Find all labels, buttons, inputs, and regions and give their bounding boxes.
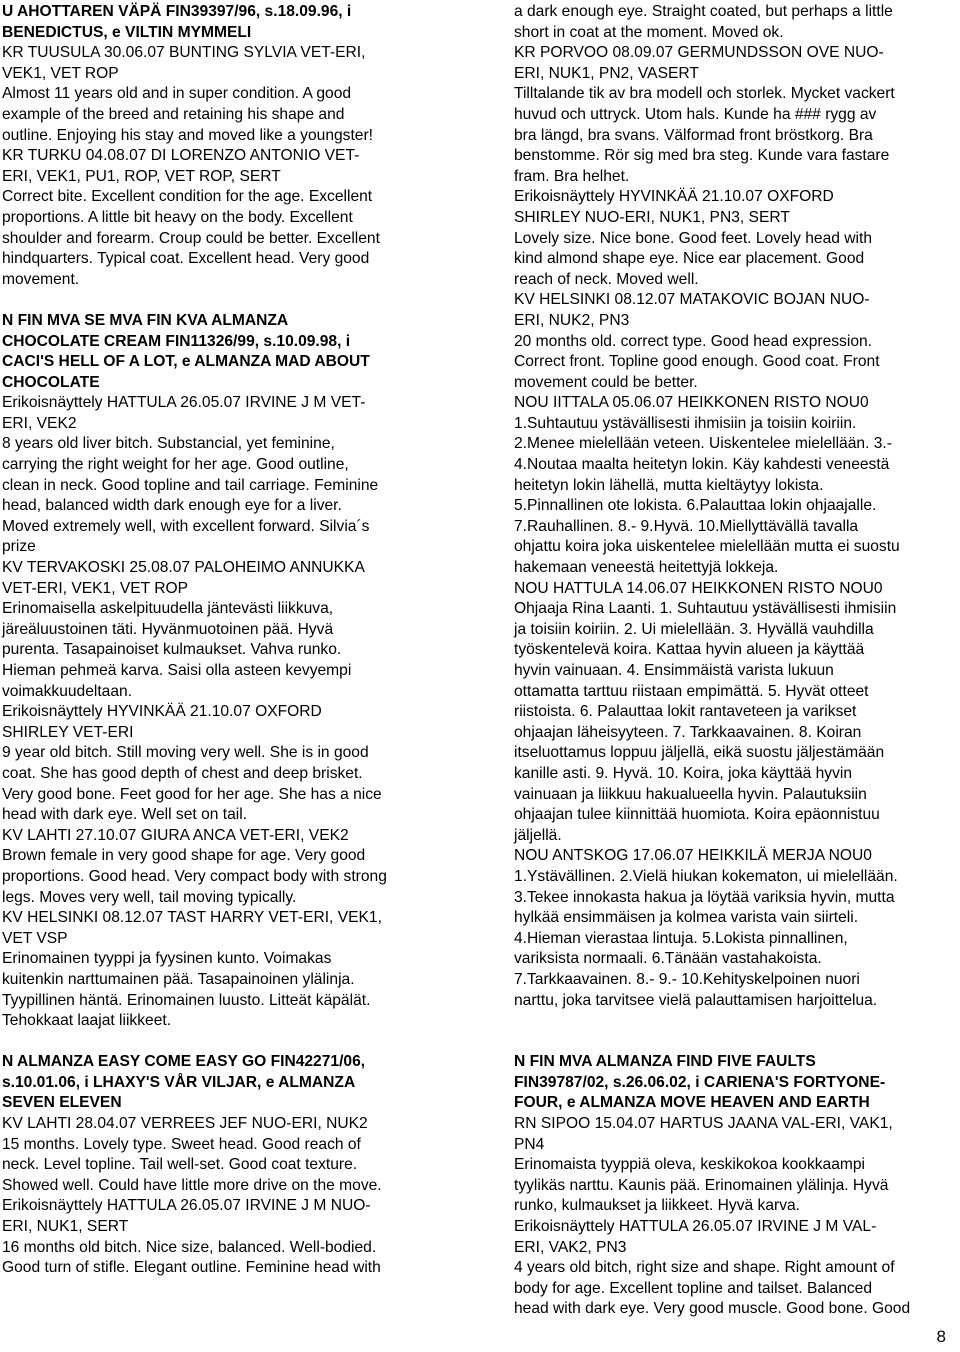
text-line: 4.Noutaa maalta heitetyn lokin. Käy kahdesti veneestä — [514, 456, 890, 474]
text-line: example of the breed and retaining his shape and — [2, 105, 345, 123]
text-line: hylkää ensimmäisen ja kolmea varista vain siirteli. — [514, 909, 859, 927]
text-line: 9 year old bitch. Still moving very well. She is in good — [2, 744, 369, 762]
text-line: carrying the right weight for her age. Good outline, — [2, 456, 349, 474]
text-line: prize — [2, 538, 36, 556]
text-line: Ohjaaja Rina Laanti. 1. Suhtautuu ystävällisesti ihmisiin — [514, 600, 897, 618]
text-line: Erinomainen tyyppi ja fyysinen kunto. Voimakas — [2, 950, 332, 968]
paragraph-gap — [2, 1032, 452, 1053]
text-line: ohjaajan tulee kiinnittää huomiota. Koira epäonnistuu — [514, 806, 880, 824]
text-line: reach of neck. Moved well. — [514, 270, 699, 288]
text-line: Correct front. Topline good enough. Good coat. Front — [514, 353, 880, 371]
text-line: PN4 — [514, 1135, 545, 1153]
text-line: hindquarters. Typical coat. Excellent head. Very good — [2, 250, 370, 268]
text-line: head with dark eye. Very good muscle. Good bone. Good — [514, 1300, 911, 1318]
text-line: ERI, VEK1, PU1, ROP, VET ROP, SERT — [2, 167, 281, 185]
text-line: Tyypillinen häntä. Erinomainen luusto. Litteät käpälät. — [2, 991, 371, 1009]
text-line: työskentelevä koira. Kattaa hyvin alueen ja käyttää — [514, 641, 865, 659]
text-line: Good turn of stifle. Elegant outline. Feminine head with — [2, 1259, 381, 1277]
text-line: ottamatta tarttuu riistaan empimättä. 5. Hyvät otteet — [514, 682, 869, 700]
entry-heading-line: BENEDICTUS, e VILTIN MYMMELI — [2, 23, 252, 41]
entry-heading-line: N FIN MVA ALMANZA FIND FIVE FAULTS — [514, 1053, 816, 1071]
text-line: KV HELSINKI 08.12.07 TAST HARRY VET-ERI, VEK1, — [2, 909, 382, 927]
text-line: head, balanced width dark enough eye for a liver. — [2, 497, 342, 515]
text-line: 7.Tarkkaavainen. 8.- 9.- 10.Kehityskelpoinen nuori — [514, 970, 860, 988]
text-line: KV LAHTI 27.10.07 GIURA ANCA VET-ERI, VEK2 — [2, 826, 349, 844]
text-line: Tehokkaat laajat liikkeet. — [2, 1012, 172, 1030]
text-line: ERI, NUK1, SERT — [2, 1218, 129, 1236]
text-line: 1.Suhtautuu ystävällisesti ihmisiin ja toisiin koiriin. — [514, 414, 857, 432]
text-line: KV TERVAKOSKI 25.08.07 PALOHEIMO ANNUKKA — [2, 559, 365, 577]
text-line: neck. Level topline. Tail well-set. Good coat texture. — [2, 1156, 358, 1174]
entry-heading-line: s.10.01.06, i LHAXY'S VÅR VILJAR, e ALMANZA — [2, 1073, 356, 1091]
text-line: SHIRLEY NUO-ERI, NUK1, PN3, SERT — [514, 208, 790, 226]
text-line: 5.Pinnallinen ote lokista. 6.Palauttaa lokin ohjaajalle. — [514, 497, 877, 515]
text-line: jäljellä. — [514, 826, 562, 844]
text-line: shoulder and forearm. Croup could be better. Excellent — [2, 229, 380, 247]
text-line: 15 months. Lovely type. Sweet head. Good reach of — [2, 1135, 361, 1153]
text-line: KR TURKU 04.08.07 DI LORENZO ANTONIO VET- — [2, 147, 360, 165]
text-line: NOU ANTSKOG 17.06.07 HEIKKILÄ MERJA NOU0 — [514, 847, 872, 865]
text-line: Brown female in very good shape for age. Very good — [2, 847, 366, 865]
text-line: Erikoisnäyttely HYVINKÄÄ 21.10.07 OXFORD — [2, 703, 322, 721]
text-line: riistoista. 6. Palauttaa lokit rantaveteen ja varikset — [514, 703, 857, 721]
text-line: 2.Menee mielellään veteen. Uiskentelee mielellään. 3.- — [514, 435, 892, 453]
entry-heading-line: CHOCOLATE CREAM FIN11326/99, s.10.09.98, i — [2, 332, 351, 350]
text-line: ohjaajan läheisyyteen. 7. Tarkkaavainen. 8. Koiran — [514, 723, 862, 741]
text-line: KR TUUSULA 30.06.07 BUNTING SYLVIA VET-ERI, — [2, 44, 366, 62]
text-line: 8 years old liver bitch. Substancial, yet feminine, — [2, 435, 335, 453]
text-line: kuitenkin narttumainen pää. Tasapainoinen ylälinja. — [2, 970, 355, 988]
paragraph-gap — [514, 1032, 958, 1053]
entry-heading-line: U AHOTTAREN VÄPÄ FIN39397/96, s.18.09.96, i — [2, 3, 352, 20]
text-line: 7.Rauhallinen. 8.- 9.Hyvä. 10.Miellyttävällä tavalla — [514, 517, 859, 535]
text-line: short in coat at the moment. Moved ok. — [514, 23, 784, 41]
entry-heading-line: CACI'S HELL OF A LOT, e ALMANZA MAD ABOUT — [2, 353, 370, 371]
text-line: Erikoisnäyttely HYVINKÄÄ 21.10.07 OXFORD — [514, 188, 834, 206]
text-line: vainuaan ja liikkuu hakualueella hyvin. Palautuksiin — [514, 785, 867, 803]
text-line: VET-ERI, VEK1, VET ROP — [2, 579, 189, 597]
text-line: 20 months old. correct type. Good head expression. — [514, 332, 872, 350]
text-line: Almost 11 years old and in super condition. A good — [2, 85, 352, 103]
entry-heading-line: FIN39787/02, s.26.06.02, i CARIENA'S FORTYONE- — [514, 1073, 886, 1091]
text-line: coat. She has good depth of chest and deep brisket. — [2, 764, 363, 782]
text-line: clean in neck. Good topline and tail carriage. Feminine — [2, 476, 379, 494]
text-line: Correct bite. Excellent condition for the age. Excellent — [2, 188, 373, 206]
text-line: benstomme. Rör sig med bra steg. Kunde vara fastare — [514, 147, 890, 165]
text-line: fram. Bra helhet. — [514, 167, 630, 185]
text-line: purenta. Tasapainoiset kulmaukset. Vahva runko. — [2, 641, 342, 659]
entry-heading-line: N FIN MVA SE MVA FIN KVA ALMANZA — [2, 311, 289, 329]
text-line: tyylikäs narttu. Kaunis pää. Erinomainen ylälinja. Hyvä — [514, 1176, 889, 1194]
text-line: legs. Moves very well, tail moving typically. — [2, 888, 297, 906]
entry-heading-line: FOUR, e ALMANZA MOVE HEAVEN AND EARTH — [514, 1094, 870, 1112]
text-line: ja toisiin koiriin. 2. Ui mielellään. 3. Hyvällä vauhdilla — [514, 620, 874, 638]
text-line: itseluottamus loppuu jäljellä, eikä suostu jäljestämään — [514, 744, 885, 762]
text-line: bra längd, bra svans. Välformad front bröstkorg. Bra — [514, 126, 873, 144]
paragraph-gap — [2, 290, 452, 311]
text-line: movement could be better. — [514, 373, 698, 391]
text-line: 1.Ystävällinen. 2.Vielä hiukan kokematon, ui mielellään. — [514, 867, 898, 885]
text-line: Erinomaisella askelpituudella jäntevästi liikkuva, — [2, 600, 334, 618]
right-column — [514, 2, 958, 1320]
text-line: ERI, VAK2, PN3 — [514, 1238, 627, 1256]
text-line: 4 years old bitch, right size and shape. Right amount of — [514, 1259, 895, 1277]
entry-heading-line: N ALMANZA EASY COME EASY GO FIN42271/06, — [2, 1053, 366, 1071]
text-line: voimakkuudeltaan. — [2, 682, 133, 700]
text-line: VET VSP — [2, 929, 68, 947]
text-line: Very good bone. Feet good for her age. She has a nice — [2, 785, 382, 803]
text-line: kind almond shape eye. Nice ear placement. Good — [514, 250, 865, 268]
text-line: NOU HATTULA 14.06.07 HEIKKONEN RISTO NOU0 — [514, 579, 883, 597]
page-number: 8 — [936, 1327, 946, 1346]
text-line: hyvin vainuaan. 4. Ensimmäistä varista lukuun — [514, 662, 834, 679]
text-line: Erikoisnäyttely HATTULA 26.05.07 IRVINE J M VET- — [2, 394, 366, 412]
text-line: KR PORVOO 08.09.07 GERMUNDSSON OVE NUO- — [514, 44, 884, 62]
text-line: KV LAHTI 28.04.07 VERREES JEF NUO-ERI, NUK2 — [2, 1115, 368, 1133]
left-column — [2, 2, 452, 1279]
text-line: 4.Hieman vierastaa lintuja. 5.Lokista pinnallinen, — [514, 929, 848, 947]
text-line: a dark enough eye. Straight coated, but perhaps a little — [514, 3, 893, 20]
text-line: SHIRLEY VET-ERI — [2, 723, 134, 741]
text-line: hakemaan veneestä heitettyjä lokkeja. — [514, 559, 779, 577]
text-line: VEK1, VET ROP — [2, 64, 119, 82]
entry-heading-line: SEVEN ELEVEN — [2, 1094, 122, 1112]
text-line: Showed well. Could have little more drive on the move. — [2, 1176, 382, 1194]
text-line: runko, kulmaukset ja liikkeet. Hyvä karva. — [514, 1197, 800, 1215]
text-line: body for age. Excellent topline and tailset. Balanced — [514, 1279, 873, 1297]
text-line: Hieman pehmeä karva. Saisi olla asteen kevyempi — [2, 662, 352, 679]
text-line: ERI, NUK1, PN2, VASERT — [514, 64, 699, 82]
text-line: Moved extremely well, with excellent forward. Silvia´s — [2, 517, 370, 535]
text-line: proportions. Good head. Very compact body with strong — [2, 867, 387, 885]
text-line: variksista normaali. 6.Tänään vastahakoista. — [514, 950, 822, 968]
text-line: 16 months old bitch. Nice size, balanced. Well-bodied. — [2, 1238, 377, 1256]
text-line: movement. — [2, 270, 80, 288]
text-line: Tilltalande tik av bra modell och storlek. Mycket vackert — [514, 85, 895, 103]
text-line: Erikoisnäyttely HATTULA 26.05.07 IRVINE J M NUO- — [2, 1197, 371, 1215]
text-line: ERI, VEK2 — [2, 414, 77, 432]
paragraph-gap — [514, 1011, 958, 1032]
text-line: huvud och uttryck. Utom hals. Kunde ha ### rygg av — [514, 105, 877, 123]
text-line: 3.Tekee innokasta hakua ja löytää variksia hyvin, mutta — [514, 888, 895, 906]
text-line: heitetyn lokin lähellä, mutta kieltäytyy lokista. — [514, 476, 824, 494]
text-line: KV HELSINKI 08.12.07 MATAKOVIC BOJAN NUO- — [514, 291, 870, 309]
text-line: outline. Enjoying his stay and moved like a youngster! — [2, 126, 373, 144]
text-line: Erinomaista tyyppiä oleva, keskikokoa kookkaampi — [514, 1156, 866, 1174]
text-line: head with dark eye. Well set on tail. — [2, 806, 248, 824]
text-line: proportions. A little bit heavy on the body. Excellent — [2, 208, 353, 226]
text-line: kanille asti. 9. Hyvä. 10. Koira, joka käyttää hyvin — [514, 764, 853, 782]
text-line: ERI, NUK2, PN3 — [514, 311, 630, 329]
text-line: järeäluustoinen täti. Hyvänmuotoinen pää. Hyvä — [2, 620, 334, 638]
text-line: NOU IITTALA 05.06.07 HEIKKONEN RISTO NOU0 — [514, 394, 869, 412]
text-line: Lovely size. Nice bone. Good feet. Lovely head with — [514, 229, 873, 247]
text-line: ohjattu koira joka uiskentelee mielellään mutta ei suostu — [514, 538, 900, 556]
text-line: Erikoisnäyttely HATTULA 26.05.07 IRVINE J M VAL- — [514, 1218, 877, 1236]
text-line: narttu, joka tarvitsee vielä palauttamisen harjoittelua. — [514, 991, 878, 1009]
entry-heading-line: CHOCOLATE — [2, 373, 100, 391]
text-line: RN SIPOO 15.04.07 HARTUS JAANA VAL-ERI, VAK1, — [514, 1115, 893, 1133]
